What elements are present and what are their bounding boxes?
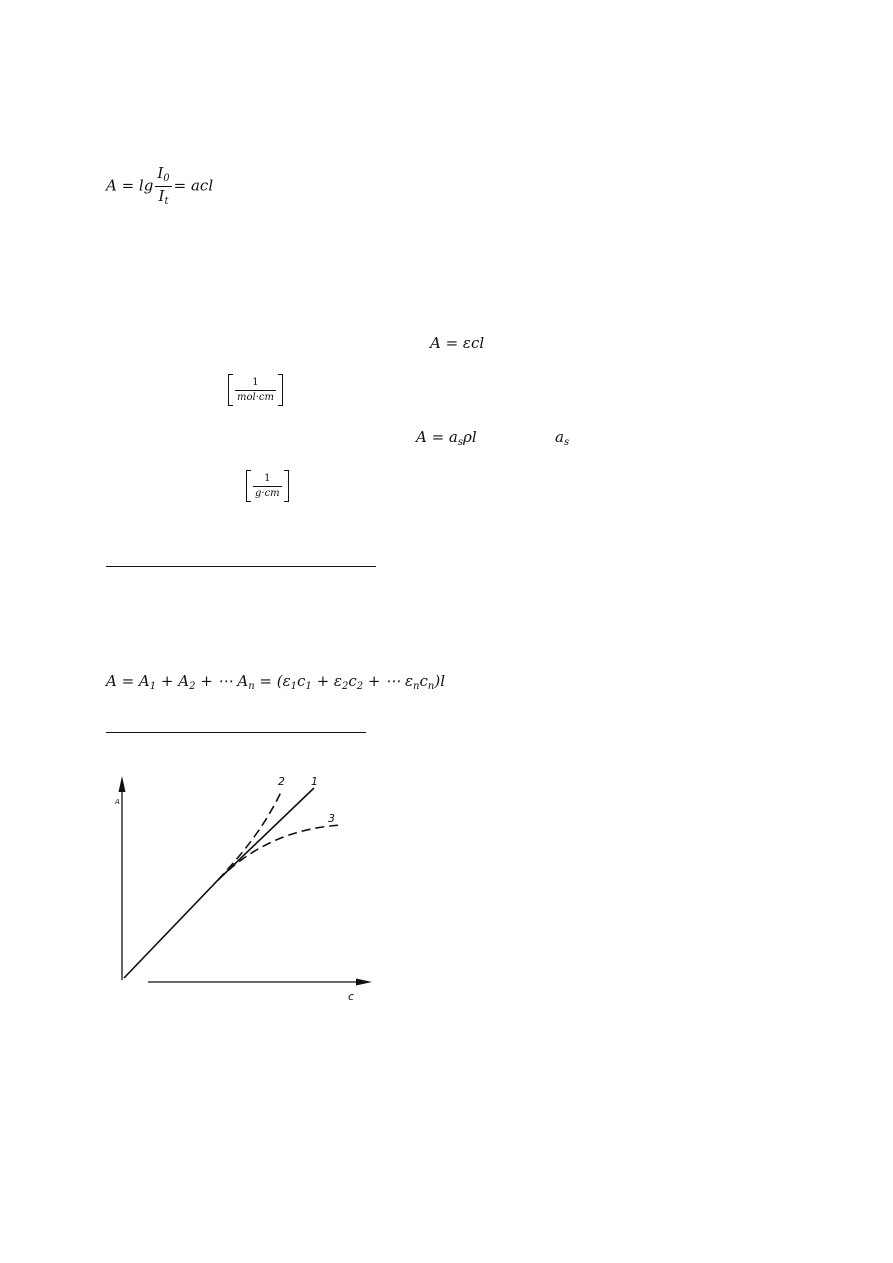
equation-molar: A = εcl — [430, 334, 485, 352]
equation-lhs: A = lg — [106, 176, 154, 195]
curve-1-line — [124, 788, 314, 978]
term: c — [348, 672, 357, 690]
term: c — [297, 672, 306, 690]
x-axis-label: c — [348, 990, 355, 1003]
x-axis-arrow-icon — [356, 979, 372, 986]
curve-3-line — [218, 825, 342, 880]
curve-label-2: 2 — [278, 775, 285, 788]
unit-molar-numerator: 1 — [235, 378, 276, 391]
subscript: 2 — [341, 681, 349, 692]
subscript: 2 — [189, 681, 196, 692]
symbol-as-subscript: s — [563, 437, 570, 448]
denominator-subscript: t — [164, 196, 169, 207]
y-axis-arrow-icon — [119, 776, 126, 792]
unit-specific-numerator: 1 — [253, 474, 282, 487]
y-axis-label: A — [115, 798, 120, 806]
term: = (ε — [254, 672, 291, 690]
denominator-symbol: I — [158, 187, 165, 205]
unit-specific-denominator: g·cm — [255, 487, 280, 499]
numerator-symbol: I — [157, 164, 164, 182]
equation-specific-prefix: A = a — [416, 428, 458, 446]
numerator-subscript: 0 — [163, 173, 170, 184]
symbol-as-base: a — [555, 428, 564, 446]
subscript: 2 — [356, 681, 364, 692]
curve-label-3: 3 — [328, 812, 335, 825]
equation-additive-start: A = A — [106, 672, 150, 690]
subscript: 1 — [149, 681, 157, 692]
subscript: n — [248, 681, 255, 692]
term: + ε — [311, 672, 342, 690]
subscript: 1 — [305, 681, 312, 692]
subscript: n — [413, 681, 420, 692]
term: c — [419, 672, 428, 690]
equation-rhs: = acl — [173, 176, 214, 195]
equation-specific-suffix: ρl — [463, 428, 477, 446]
term: + A — [156, 672, 190, 690]
curve-2-line — [218, 790, 282, 880]
subscript: n — [427, 681, 435, 692]
subscript: 1 — [290, 681, 298, 692]
unit-molar-denominator: mol·cm — [237, 391, 274, 403]
term: )l — [434, 672, 446, 690]
curve-label-1: 1 — [311, 775, 318, 788]
term: + ⋯ ε — [363, 672, 414, 690]
term: + ⋯ A — [195, 672, 249, 690]
equation-specific-subscript: s — [457, 437, 464, 448]
